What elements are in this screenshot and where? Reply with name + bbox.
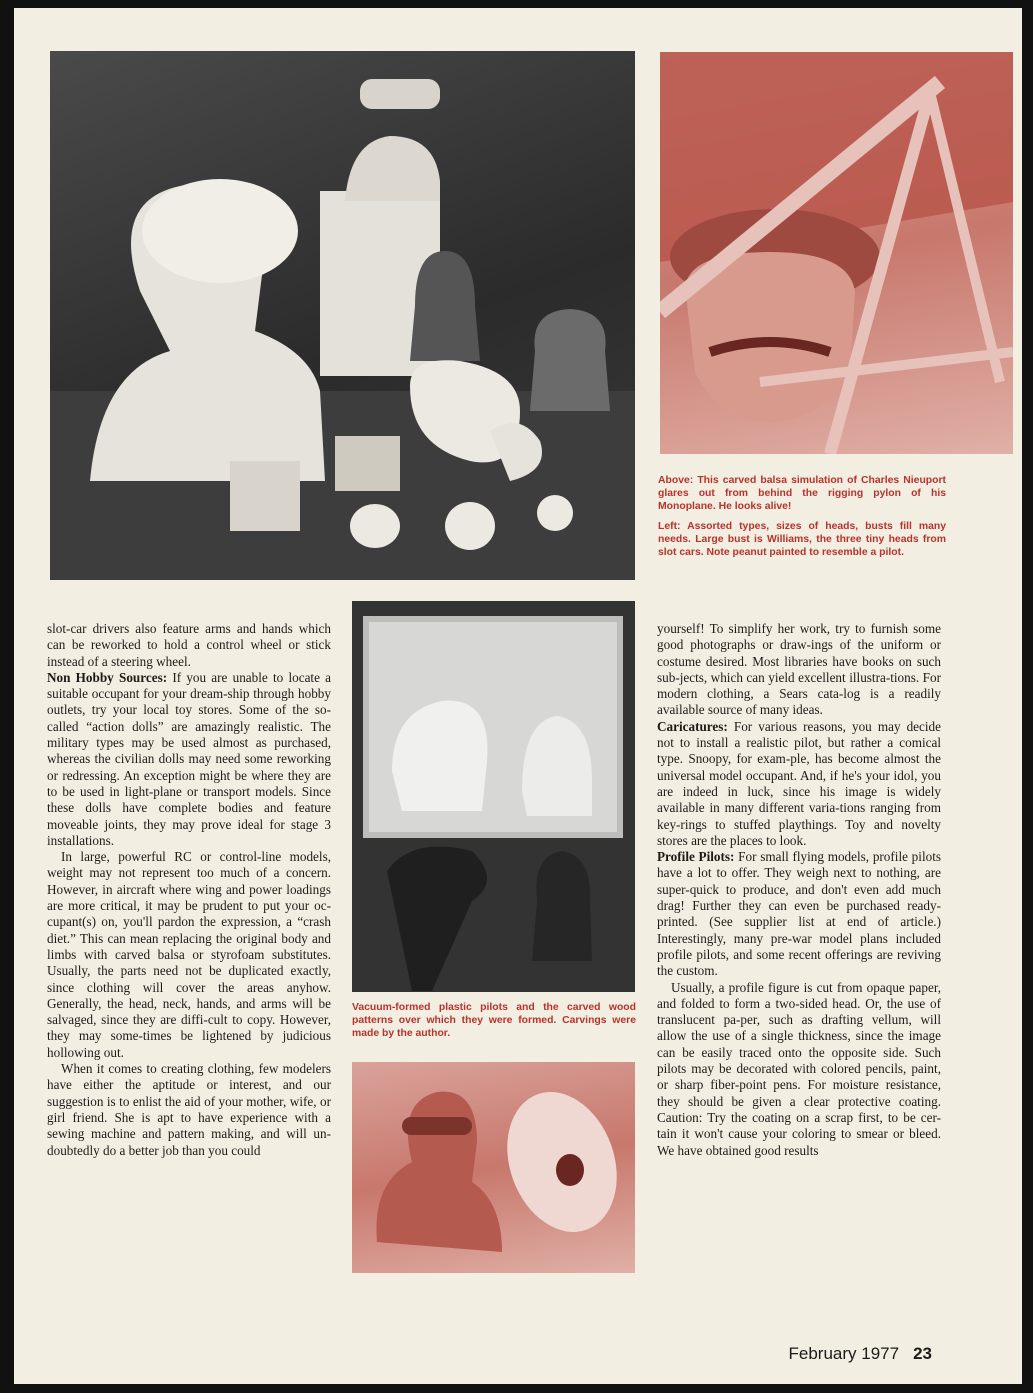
heading-non-hobby-sources: Non Hobby Sources: xyxy=(47,669,168,685)
nieuport-illustration xyxy=(660,52,1013,454)
caption-vacuum: Vacuum-formed plastic pilots and the carved wood patterns over which they were formed. Carvings were made by the author. xyxy=(352,1002,636,1039)
left-paragraph-2: Non Hobby Sources: If you are unable to locate a suitable occupant for your dream-ship through hobby outlets, try your local toy stores. Some of the so-called “action dolls” are amazingly realistic. The military types may be used almost as purchased, whereas the civilian dolls may need some reworking or redressing. An exception might be where they are to be used in light-plane or transport models. Since these dolls have complete bodies and feature moveable joints, they may prove ideal for stage 3 installations. xyxy=(47,669,331,848)
right-paragraph-1: yourself! To simplify her work, try to furnish some good photographs or draw-ings of the uniform or costume desired. Most libraries have books on such sub-jects, which can yield excellent illustra-tions. For modern clothing, a Sears cata-log is a readily available source of many ideas. xyxy=(657,621,941,718)
left-paragraph-1: slot-car drivers also feature arms and hands which can be reworked to hold a control wheel or stick instead of a steering wheel. xyxy=(47,621,331,669)
left-paragraph-4: When it comes to creating clothing, few modelers have either the aptitude or interest, and our suggestion is to enlist the aid of your mother, wife, or girl friend. She is apt to have experience with a sewing machine and pattern making, and will un-doubtedly do a better job than you could xyxy=(47,1061,331,1158)
right-paragraph-4: Usually, a profile figure is cut from opaque paper, and folded to form a two-sided head. Or, the use of translucent pa-per, such as drafting vellum, will allow the use of a single thickness, since the image can be easily traced onto the opposite side. Such pilots may be decorated with colored pencils, paint, or sharp fiber-point pens. For moisture resistance, they should be given a clear protective coating. Caution: Try the coating on a scrap first, to be cer-tain it won't cause your coloring to smear or bleed. We have obtained good results xyxy=(657,979,941,1158)
heading-profile-pilots: Profile Pilots: xyxy=(657,849,735,865)
caption-block-top xyxy=(658,474,946,566)
busts-illustration xyxy=(50,51,635,580)
magazine-page xyxy=(14,8,1022,1384)
photo-assorted-busts xyxy=(50,51,635,580)
right-paragraph-3: Profile Pilots: For small flying models, profile pilots have a lot to offer. They weigh next to nothing, are super-quick to produce, and don't even add much drag! Further they can even be purchased ready-printed. (See supplier list at end of article.) Interestingly, many pre-war model plans included profile pilots, and some recent offerings are reviving the custom. xyxy=(657,849,941,979)
heading-caricatures: Caricatures: xyxy=(657,718,728,734)
vacuum-illustration xyxy=(352,601,635,992)
caption-above: Above: This carved balsa simulation of Charles Nieuport glares out from behind the rigging pylon of his Monoplane. He looks alive! xyxy=(658,475,946,512)
text-column-right xyxy=(657,621,941,1159)
hollowed-illustration xyxy=(352,1062,635,1273)
left-paragraph-3: In large, powerful RC or control-line models, weight may not represent too much of a concern. However, in aircraft where wing and power loadings are more critical, it may be prudent to put your oc-cupant(s) on, you'll pardon the expression, a “crash diet.” This can mean replacing the original body and limbs with carved balsa or styrofoam substitutes. Usually, the parts need not be duplicated exactly, since clothing will cover the areas anyhow. Generally, the head, neck, hands, and arms will be salvaged, since they are diffi-cult to copy. However, they may some-times be lightened by judicious hollowing out. xyxy=(47,849,331,1060)
photo-vacuum-formed-pilots xyxy=(352,601,635,992)
text-column-left xyxy=(47,621,331,1159)
page-number: 23 xyxy=(913,1344,932,1363)
right-paragraph-2: Caricatures: For various reasons, you may decide not to install a realistic pilot, but rather a comical type. Snoopy, for exam-ple, has become almost the universal model occupant. And, if he's your idol, you are indeed in luck, since his image is widely available in many different varia-tions ranging from key-rings to stuffed playthings. Toy and novelty stores are the places to look. xyxy=(657,718,941,848)
caption-left: Left: Assorted types, sizes of heads, busts fill many needs. Large bust is Williams, the three tiny heads from slot cars. Note peanut painted to resemble a pilot. xyxy=(658,521,946,558)
issue-date: February 1977 xyxy=(788,1344,900,1363)
page-footer xyxy=(789,1344,933,1364)
photo-hollowed-pilot xyxy=(352,1062,635,1273)
photo-nieuport-pilot xyxy=(660,52,1013,454)
